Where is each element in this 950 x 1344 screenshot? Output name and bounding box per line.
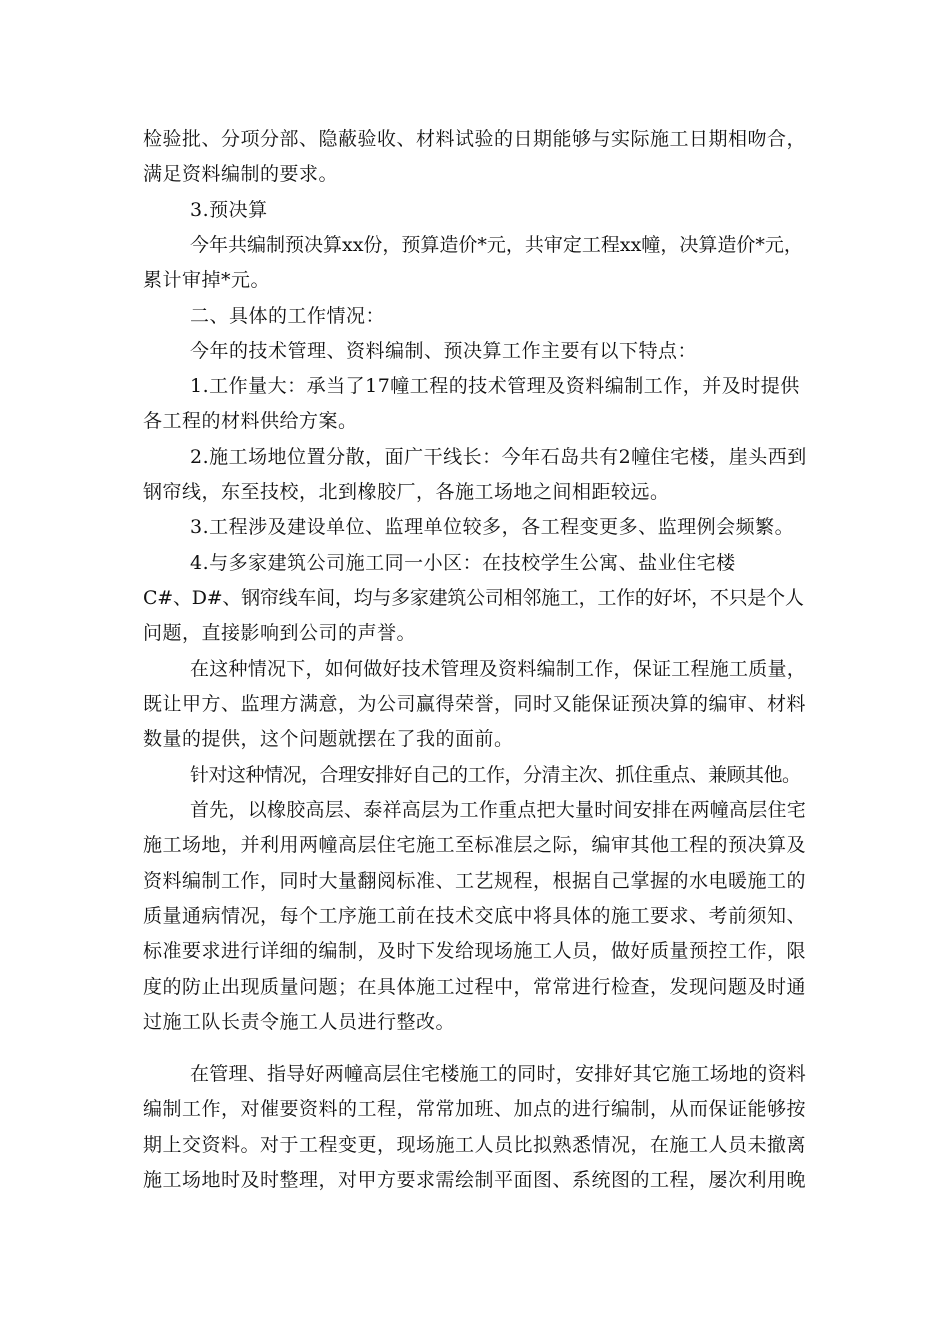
text-line: 施工场地时及时整理，对甲方要求需绘制平面图、系统图的工程，屡次利用晚 — [143, 1169, 807, 1191]
text-line: 针对这种情况，合理安排好自己的工作，分清主次、抓住重点、兼顾其他。 — [190, 764, 801, 786]
text-line: 各工程的材料供给方案。 — [143, 410, 358, 432]
text-line: 问题，直接影响到公司的声誉。 — [143, 622, 417, 644]
text-line: 既让甲方、监理方满意，为公司赢得荣誉，同时又能保证预决算的编审、材料 — [143, 693, 807, 715]
list-item: 3.工程涉及建设单位、监理单位较多，各工程变更多、监理例会频繁。 — [190, 516, 795, 538]
text-line: 质量通病情况，每个工序施工前在技术交底中将具体的施工要求、考前须知、 — [143, 905, 807, 927]
text-line: 累计审掉*元。 — [143, 269, 271, 291]
section-heading: 二、具体的工作情况： — [190, 305, 386, 327]
list-item: 1.工作量大：承当了17幢工程的技术管理及资料编制工作，并及时提供 — [190, 375, 800, 397]
list-item: 4.与多家建筑公司施工同一小区：在技校学生公寓、盐业住宅楼 — [190, 552, 736, 574]
text-line: 满足资料编制的要求。 — [143, 163, 339, 185]
text-line: 标准要求进行详细的编制，及时下发给现场施工人员，做好质量预控工作，限 — [143, 940, 807, 962]
text-line: 编制工作，对催要资料的工程，常常加班、加点的进行编制，从而保证能够按 — [143, 1098, 807, 1120]
text-line: 在这种情况下，如何做好技术管理及资料编制工作，保证工程施工质量， — [190, 658, 807, 680]
text-line: 今年的技术管理、资料编制、预决算工作主要有以下特点： — [190, 340, 698, 362]
text-line: 期上交资料。对于工程变更，现场施工人员比拟熟悉情况，在施工人员未撤离 — [143, 1134, 807, 1156]
text-line: 资料编制工作，同时大量翻阅标准、工艺规程，根据自己掌握的水电暖施工的 — [143, 870, 807, 892]
text-line: 检验批、分项分部、隐蔽验收、材料试验的日期能够与实际施工日期相吻合， — [143, 128, 807, 150]
text-line: 钢帘线，东至技校，北到橡胶厂，各施工场地之间相距较远。 — [143, 481, 670, 503]
text-line: 今年共编制预决算xx份，预算造价*元，共审定工程xx幢，决算造价*元， — [190, 234, 803, 256]
list-item: 2.施工场地位置分散，面广干线长：今年石岛共有2幢住宅楼，崖头西到 — [190, 446, 807, 468]
text-line: 在管理、指导好两幢高层住宅楼施工的同时，安排好其它施工场地的资料 — [190, 1063, 807, 1085]
text-line: 度的防止出现质量问题；在具体施工过程中，常常进行检查，发现问题及时通 — [143, 976, 807, 998]
text-line: C#、D#、钢帘线车间，均与多家建筑公司相邻施工，工作的好坏，不只是个人 — [143, 587, 804, 609]
text-line: 首先，以橡胶高层、泰祥高层为工作重点把大量时间安排在两幢高层住宅 — [190, 799, 807, 821]
text-line: 施工场地，并利用两幢高层住宅施工至标准层之际，编审其他工程的预决算及 — [143, 834, 807, 856]
text-line: 过施工队长责令施工人员进行整改。 — [143, 1011, 456, 1033]
section-heading: 3.预决算 — [190, 199, 268, 221]
text-line: 数量的提供，这个问题就摆在了我的面前。 — [143, 728, 514, 750]
